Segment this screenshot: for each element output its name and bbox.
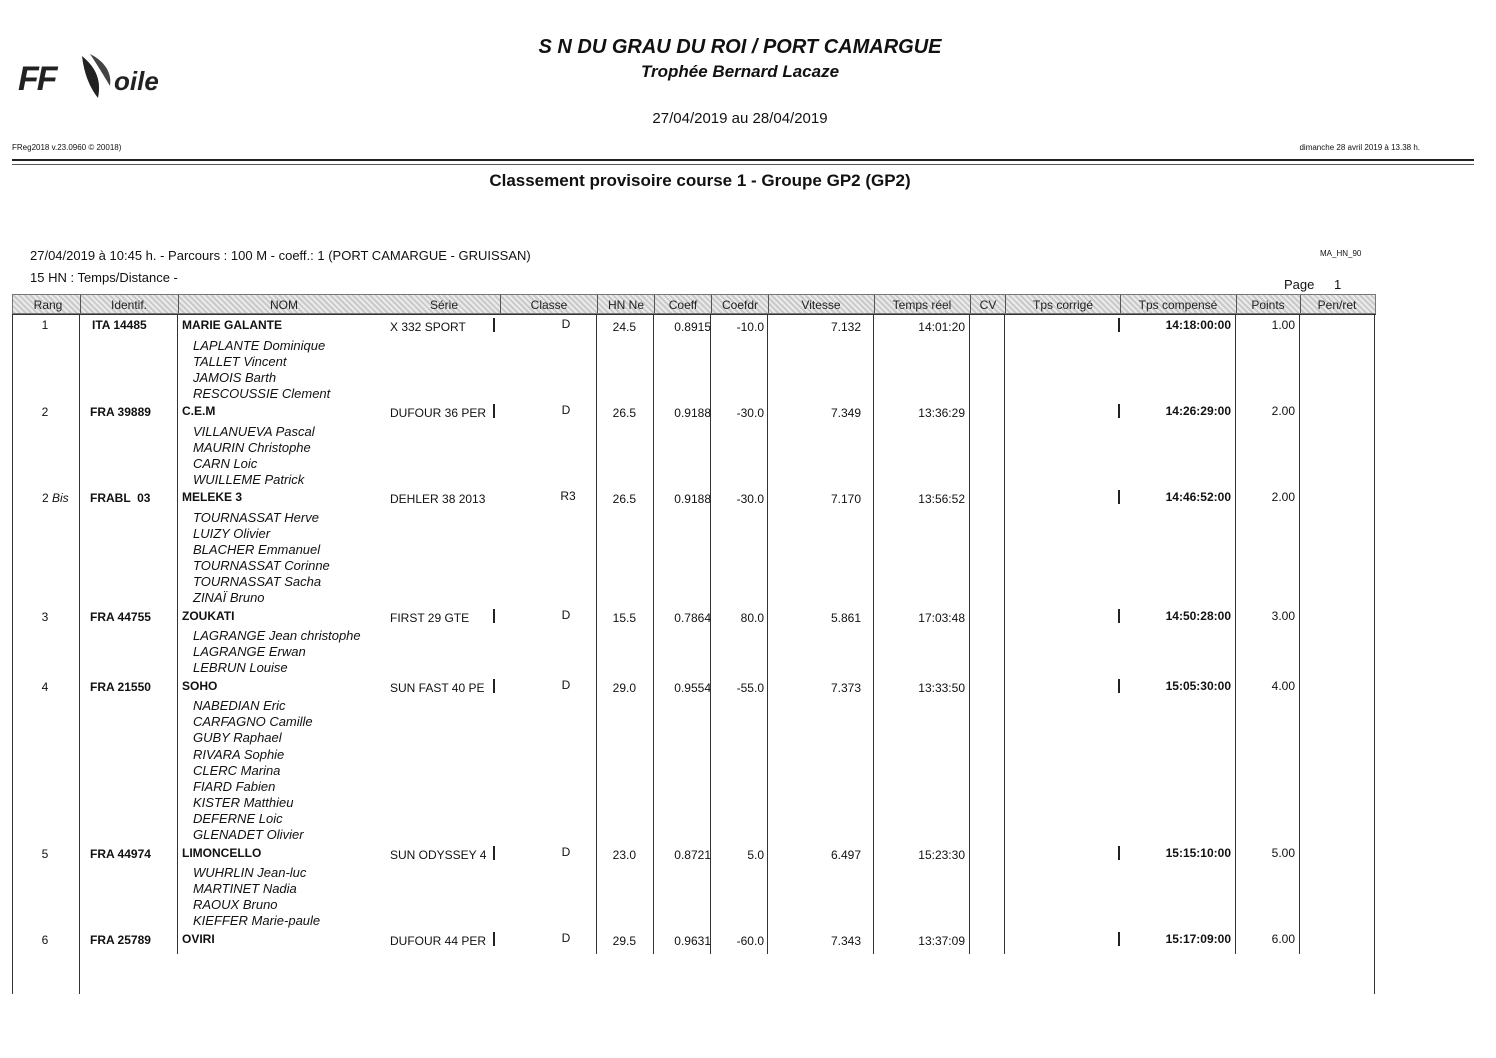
row-nom: MARIE GALANTE (182, 318, 282, 332)
row-serie: SUN FAST 40 PE (390, 681, 485, 695)
row-compense: 15:15:10:00 (1165, 846, 1231, 860)
crew-member: RESCOUSSIE Clement (193, 386, 331, 401)
crew-member: LAGRANGE Jean christophe (193, 628, 361, 643)
col-tps-corrige: Tps corrigé (1032, 298, 1094, 312)
row-classe: D (561, 608, 571, 622)
col-identif: Identif. (110, 298, 148, 312)
serie-marker (1118, 932, 1120, 946)
row-vitesse: 7.132 (830, 320, 861, 334)
crew-member: VILLANUEVA Pascal (193, 424, 315, 439)
crew-member: KIEFFER Marie-paule (193, 913, 321, 928)
crew-member: JAMOIS Barth (193, 370, 277, 385)
crew-member: RIVARA Sophie (193, 747, 285, 762)
row-vitesse: 7.170 (830, 492, 861, 506)
col-line (873, 314, 874, 954)
crew-member: CLERC Marina (193, 763, 281, 778)
row-coeff: 0.9188 (674, 492, 711, 506)
crew-member: CARN Loic (193, 456, 258, 471)
row-compense: 15:05:30:00 (1165, 679, 1231, 693)
row-nom: OVIRI (182, 932, 215, 946)
row-classe: D (561, 403, 571, 417)
col-line (767, 314, 768, 954)
row-coefdr: -30.0 (736, 406, 764, 420)
row-serie: SUN ODYSSEY 4 (390, 848, 487, 862)
row-identif: FRA 25789 (90, 933, 151, 947)
row-vitesse: 6.497 (830, 848, 861, 862)
crew-member: GUBY Raphael (193, 730, 282, 745)
row-coefdr: 5.0 (747, 848, 764, 862)
col-tps-compense: Tps compensé (1138, 298, 1218, 312)
trophy-name: Trophée Bernard Lacaze (640, 62, 840, 81)
row-identif: FRA 44974 (90, 847, 151, 861)
row-points: 6.00 (1271, 932, 1295, 946)
crew-member: LAPLANTE Dominique (193, 338, 326, 353)
col-line (596, 314, 597, 954)
row-hn: 29.5 (612, 934, 636, 948)
ranking-title: Classement provisoire course 1 - Groupe GP2 (GP2) (489, 171, 911, 190)
row-points: 2.00 (1271, 404, 1295, 418)
row-classe: D (561, 931, 571, 945)
row-identif: FRA 39889 (90, 405, 151, 419)
race-info: 27/04/2019 à 10:45 h. - Parcours : 100 M - coeff.: 1 (PORT CAMARGUE - GRUISSAN) (30, 248, 531, 263)
row-coefdr: -10.0 (736, 320, 764, 334)
crew-member: LEBRUN Louise (193, 660, 288, 675)
serie-marker (1118, 404, 1120, 418)
row-classe: R3 (560, 489, 576, 503)
row-points: 2.00 (1271, 490, 1295, 504)
row-temps: 13:36:29 (918, 406, 965, 420)
event-dates: 27/04/2019 au 28/04/2019 (652, 110, 828, 127)
crew-member: LAGRANGE Erwan (193, 644, 306, 659)
row-compense: 14:50:28:00 (1165, 609, 1231, 623)
row-compense: 14:26:29:00 (1165, 404, 1231, 418)
row-rank-suffix: Bis (52, 491, 69, 505)
row-hn: 26.5 (612, 406, 636, 420)
serie-marker (1118, 846, 1120, 860)
row-nom: ZOUKATI (182, 609, 235, 623)
logo-ff-text: FF (18, 60, 56, 98)
col-serie: Série (429, 298, 458, 312)
crew-member: TALLET Vincent (193, 354, 287, 369)
row-vitesse: 7.349 (830, 406, 861, 420)
row-serie: DEHLER 38 2013 (390, 492, 486, 506)
row-vitesse: 7.373 (830, 681, 861, 695)
row-temps: 13:56:52 (918, 492, 965, 506)
row-coeff: 0.9554 (674, 681, 711, 695)
col-line (177, 314, 178, 954)
header-rule (12, 159, 1474, 161)
row-nom: SOHO (182, 679, 218, 693)
club-name: S N DU GRAU DU ROI / PORT CAMARGUE (538, 36, 942, 58)
row-coefdr: -60.0 (736, 934, 764, 948)
row-serie: DUFOUR 36 PER (390, 406, 487, 420)
row-identif: FRA 21550 (90, 680, 151, 694)
row-vitesse: 5.861 (830, 611, 861, 625)
row-rank: 5 (41, 847, 49, 861)
row-coefdr: 80.0 (740, 611, 764, 625)
serie-marker (1118, 490, 1120, 504)
table-border-right (1374, 314, 1375, 994)
col-temps-reel: Temps réel (892, 298, 952, 312)
col-line (79, 314, 80, 994)
row-temps: 17:03:48 (918, 611, 965, 625)
col-points: Points (1251, 298, 1285, 312)
serie-marker (493, 846, 495, 860)
serie-marker (493, 932, 495, 946)
row-temps: 13:37:09 (918, 934, 965, 948)
crew-member: RAOUX Bruno (193, 897, 278, 912)
col-line (653, 314, 654, 954)
col-pen-ret: Pen/ret (1317, 298, 1357, 312)
logo-oile-text: oile (114, 66, 159, 96)
row-classe: D (561, 317, 571, 331)
row-coeff: 0.8721 (674, 848, 711, 862)
print-timestamp: dimanche 28 avril 2019 à 13.38 h. (1299, 143, 1420, 152)
serie-marker (493, 404, 495, 418)
row-coeff: 0.9631 (674, 934, 711, 948)
crew-member: KISTER Matthieu (193, 795, 294, 810)
row-rank: 3 (41, 610, 49, 624)
sail-icon (76, 52, 116, 102)
row-serie: FIRST 29 GTE (390, 611, 470, 625)
row-hn: 23.0 (612, 848, 636, 862)
row-coefdr: -55.0 (736, 681, 764, 695)
row-compense: 14:46:52:00 (1165, 490, 1231, 504)
crew-member: BLACHER Emmanuel (193, 542, 321, 557)
row-hn: 15.5 (612, 611, 636, 625)
row-compense: 14:18:00:00 (1165, 318, 1231, 332)
crew-member: WUHRLIN Jean-luc (193, 865, 307, 880)
software-version: FReg2018 v.23.0960 © 20018) (12, 143, 122, 152)
row-identif: FRABL 03 (90, 491, 151, 505)
row-coefdr: -30.0 (736, 492, 764, 506)
col-line (1299, 314, 1300, 954)
crew-member: FIARD Fabien (193, 779, 276, 794)
col-coeff: Coeff (668, 298, 698, 312)
crew-member: WUILLEME Patrick (193, 472, 305, 487)
crew-member: DEFERNE Loic (193, 811, 283, 826)
row-rank: 6 (41, 933, 49, 947)
crew-member: ZINAÏ Bruno (193, 590, 265, 605)
row-vitesse: 7.343 (830, 934, 861, 948)
row-identif: ITA 14485 (92, 318, 147, 332)
col-nom: NOM (270, 298, 298, 312)
col-cv: CV (979, 298, 997, 312)
header-rule-thin (12, 164, 1474, 165)
row-coeff: 0.8915 (674, 320, 711, 334)
crew-member: TOURNASSAT Herve (193, 510, 319, 525)
serie-marker (1118, 679, 1120, 693)
crew-member: TOURNASSAT Sacha (193, 574, 322, 589)
rating-method: 15 HN : Temps/Distance - (30, 270, 178, 285)
row-nom: C.E.M (182, 404, 216, 418)
col-hn: HN Ne (607, 298, 644, 312)
col-rang: Rang (33, 298, 63, 312)
row-rank: 1 (41, 318, 49, 332)
col-classe: Classe (530, 298, 568, 312)
col-line (1235, 314, 1236, 954)
row-serie: X 332 SPORT (390, 320, 466, 334)
crew-member: CARFAGNO Camille (193, 714, 313, 729)
page-number: 1 (1334, 277, 1342, 292)
row-compense: 15:17:09:00 (1165, 932, 1231, 946)
crew-member: TOURNASSAT Corinne (193, 558, 330, 573)
method-code: MA_HN_90 (1320, 249, 1362, 258)
row-temps: 14:01:20 (918, 320, 965, 334)
row-hn: 24.5 (612, 320, 636, 334)
row-coeff: 0.9188 (674, 406, 711, 420)
ffvoile-logo (18, 48, 178, 104)
row-points: 4.00 (1271, 679, 1295, 693)
col-coefdr: Coefdr (721, 298, 759, 312)
crew-member: GLENADET Olivier (193, 827, 304, 842)
row-temps: 15:23:30 (918, 848, 965, 862)
page-label: Page (1284, 277, 1315, 292)
row-hn: 29.0 (612, 681, 636, 695)
row-nom: LIMONCELLO (182, 846, 262, 860)
crew-member: MAURIN Christophe (193, 440, 311, 455)
crew-member: NABEDIAN Eric (193, 698, 286, 713)
col-line (969, 314, 970, 954)
crew-member: MARTINET Nadia (193, 881, 297, 896)
row-temps: 13:33:50 (918, 681, 965, 695)
row-points: 5.00 (1271, 846, 1295, 860)
row-classe: D (561, 678, 571, 692)
row-serie: DUFOUR 44 PER (390, 934, 487, 948)
serie-marker (493, 318, 495, 332)
results-table-header (12, 294, 1376, 314)
row-points: 1.00 (1271, 318, 1295, 332)
crew-member: LUIZY Olivier (193, 526, 271, 541)
row-nom: MELEKE 3 (182, 490, 243, 504)
header-bottom-rule (12, 314, 1376, 315)
serie-marker (493, 679, 495, 693)
row-rank: 2 (42, 491, 49, 505)
row-rank: 2 (41, 405, 49, 419)
serie-marker (1118, 318, 1120, 332)
row-hn: 26.5 (612, 492, 636, 506)
row-points: 3.00 (1271, 609, 1295, 623)
row-classe: D (561, 845, 571, 859)
col-line (1004, 314, 1005, 954)
serie-marker (493, 609, 495, 623)
row-rank: 4 (41, 680, 49, 694)
row-identif: FRA 44755 (90, 610, 151, 624)
serie-marker (1118, 609, 1120, 623)
table-border-left (12, 314, 13, 994)
row-coeff: 0.7864 (674, 611, 711, 625)
col-vitesse: Vitesse (801, 298, 841, 312)
